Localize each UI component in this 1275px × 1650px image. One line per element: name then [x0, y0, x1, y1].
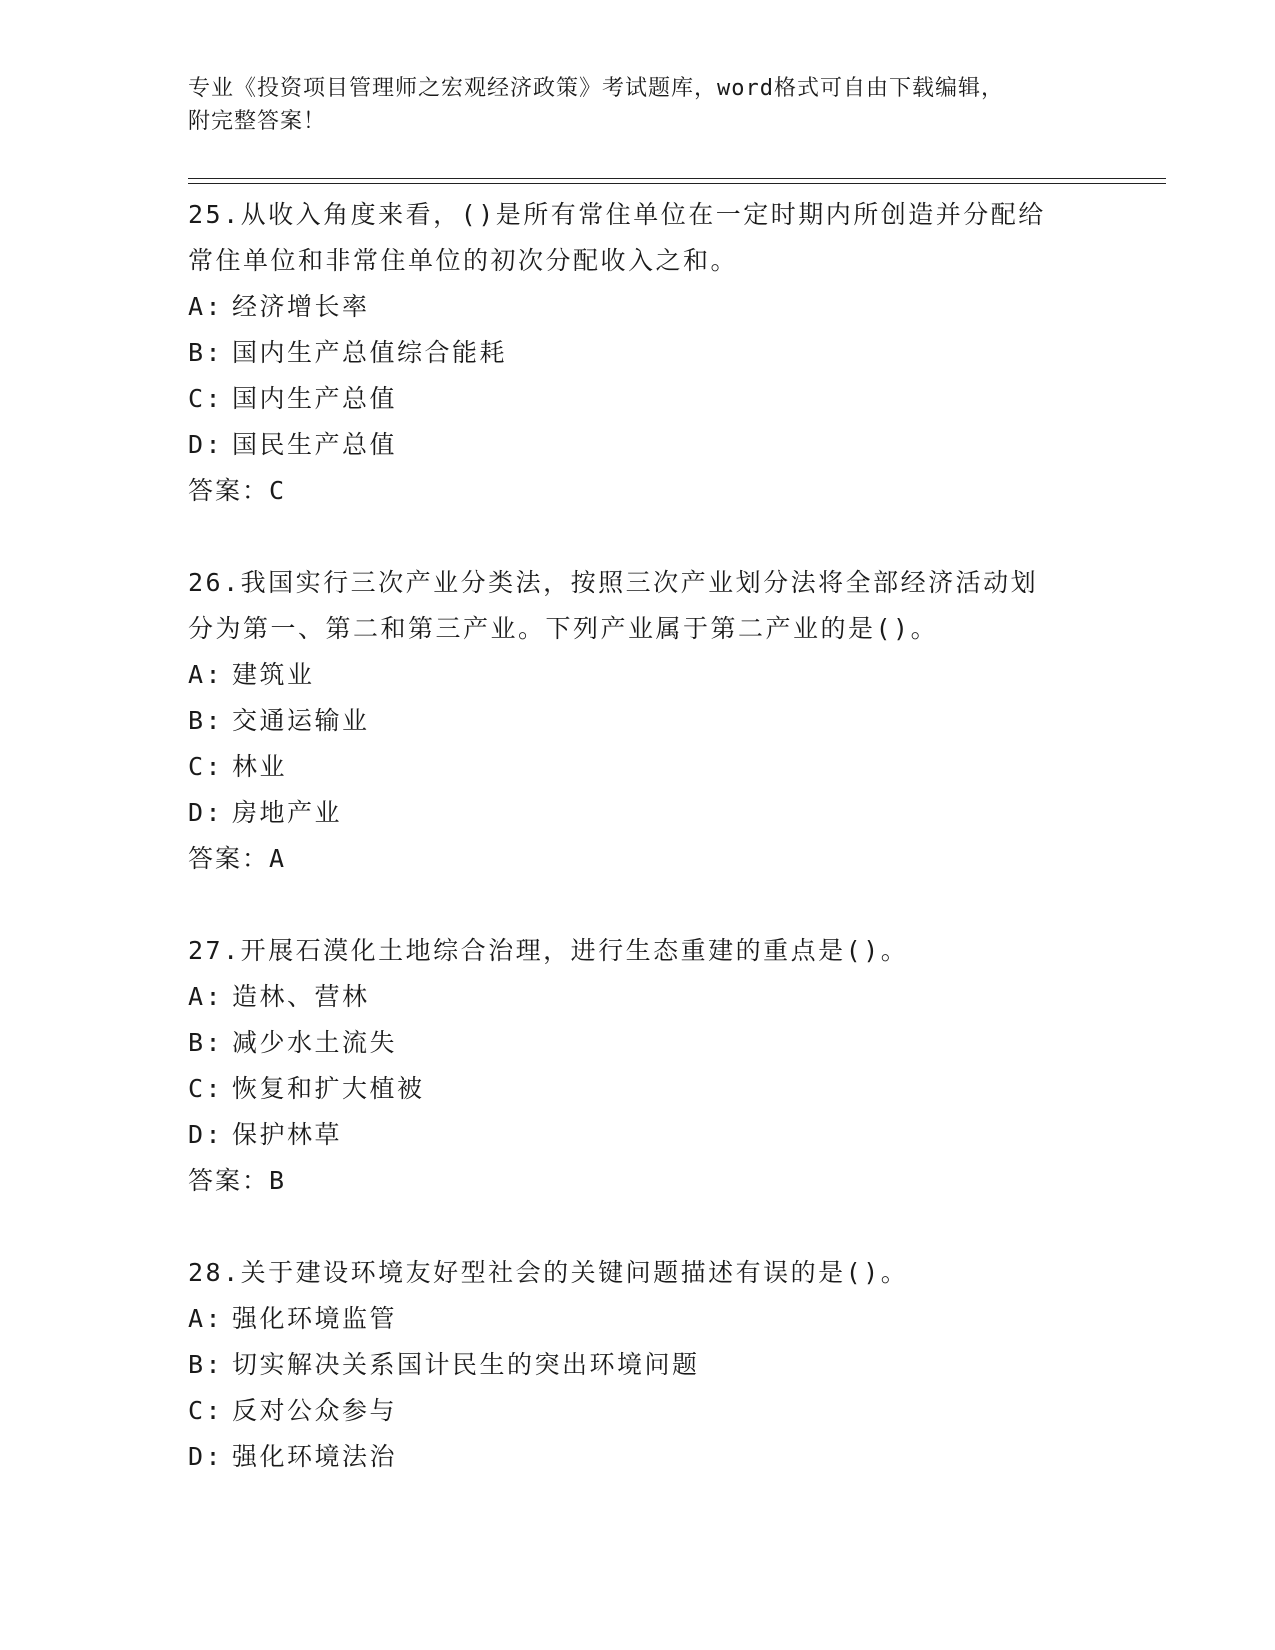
header-line-2: 附完整答案！	[188, 109, 327, 134]
option-letter: C:	[188, 1396, 224, 1425]
option-letter: B:	[188, 338, 224, 367]
answer-label: 答案：	[188, 1166, 270, 1195]
answer-line	[188, 836, 1088, 882]
question-25	[188, 192, 1088, 514]
option-text: 经济增长率	[232, 292, 370, 321]
option-letter: D:	[188, 1120, 224, 1149]
option-text: 国内生产总值	[232, 384, 398, 413]
option-text: 强化环境监管	[232, 1304, 398, 1333]
answer-line	[188, 468, 1088, 514]
question-text-line-1: 关于建设环境友好型社会的关键问题描述有误的是()。	[240, 1258, 909, 1287]
option-b	[188, 330, 1088, 376]
option-text: 建筑业	[232, 660, 315, 689]
option-b	[188, 1342, 1088, 1388]
option-letter: A:	[188, 982, 224, 1011]
question-26	[188, 560, 1088, 882]
option-text: 林业	[232, 752, 288, 781]
option-letter: D:	[188, 1442, 224, 1471]
answer-label: 答案：	[188, 476, 270, 505]
option-text: 恢复和扩大植被	[232, 1074, 425, 1103]
option-letter: D:	[188, 798, 224, 827]
option-c	[188, 744, 1088, 790]
option-text: 房地产业	[232, 798, 343, 827]
option-d	[188, 790, 1088, 836]
answer-line	[188, 1158, 1088, 1204]
page-header	[188, 72, 1088, 138]
option-d	[188, 1434, 1088, 1480]
option-text: 国民生产总值	[232, 430, 398, 459]
option-text: 减少水土流失	[232, 1028, 398, 1057]
option-letter: C:	[188, 384, 224, 413]
option-a	[188, 1296, 1088, 1342]
question-number: 26.	[188, 568, 241, 597]
question-text	[188, 560, 1088, 606]
option-letter: B:	[188, 706, 224, 735]
option-text: 保护林草	[232, 1120, 343, 1149]
option-c	[188, 1388, 1088, 1434]
option-b	[188, 698, 1088, 744]
answer-value: C	[269, 476, 286, 505]
answer-value: B	[269, 1166, 286, 1195]
option-b	[188, 1020, 1088, 1066]
question-text-line-1: 从收入角度来看，()是所有常住单位在一定时期内所创造并分配给	[240, 200, 1046, 229]
option-letter: B:	[188, 1350, 224, 1379]
answer-label: 答案：	[188, 844, 270, 873]
option-letter: C:	[188, 1074, 224, 1103]
header-line-1: 专业《投资项目管理师之宏观经济政策》考试题库，word格式可自由下载编辑，	[188, 76, 1004, 101]
option-text: 国内生产总值综合能耗	[232, 338, 508, 367]
question-text-line-1: 我国实行三次产业分类法，按照三次产业划分法将全部经济活动划	[240, 568, 1039, 597]
header-divider-bottom	[188, 183, 1166, 184]
option-text: 交通运输业	[232, 706, 370, 735]
option-d	[188, 422, 1088, 468]
answer-value: A	[269, 844, 286, 873]
option-letter: B:	[188, 1028, 224, 1057]
question-text	[188, 1250, 1088, 1296]
option-text: 强化环境法治	[232, 1442, 398, 1471]
question-text-line-2: 常住单位和非常住单位的初次分配收入之和。	[188, 246, 739, 275]
option-text: 切实解决关系国计民生的突出环境问题	[232, 1350, 700, 1379]
option-letter: D:	[188, 430, 224, 459]
question-list	[188, 192, 1088, 1526]
option-letter: A:	[188, 660, 224, 689]
question-text	[188, 192, 1088, 238]
option-text: 造林、营林	[232, 982, 370, 1011]
option-a	[188, 284, 1088, 330]
option-a	[188, 652, 1088, 698]
option-c	[188, 1066, 1088, 1112]
question-number: 28.	[188, 1258, 241, 1287]
option-letter: A:	[188, 292, 224, 321]
question-text-line-2: 分为第一、第二和第三产业。下列产业属于第二产业的是()。	[188, 614, 939, 643]
option-text: 反对公众参与	[232, 1396, 398, 1425]
question-27	[188, 928, 1088, 1204]
question-text	[188, 928, 1088, 974]
question-number: 27.	[188, 936, 241, 965]
option-c	[188, 376, 1088, 422]
option-letter: C:	[188, 752, 224, 781]
option-a	[188, 974, 1088, 1020]
option-letter: A:	[188, 1304, 224, 1333]
question-28	[188, 1250, 1088, 1480]
header-divider-top	[188, 178, 1166, 179]
option-d	[188, 1112, 1088, 1158]
question-text-line-1: 开展石漠化土地综合治理，进行生态重建的重点是()。	[240, 936, 909, 965]
question-number: 25.	[188, 200, 241, 229]
